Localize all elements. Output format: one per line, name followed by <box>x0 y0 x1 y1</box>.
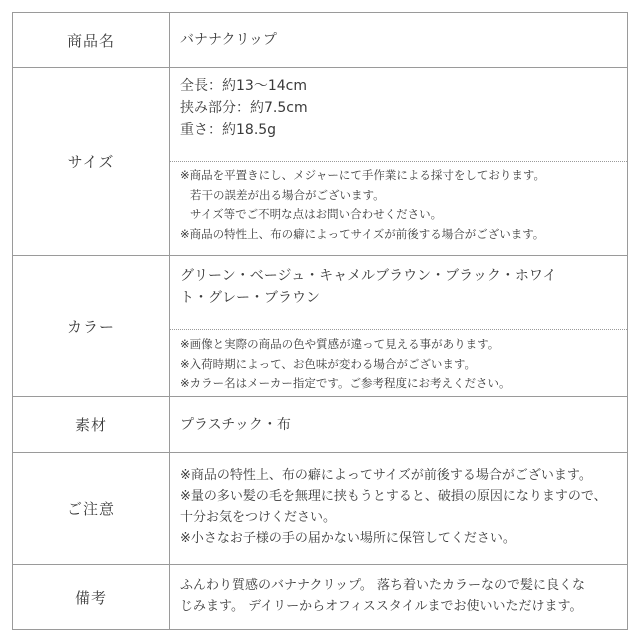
material-value: プラスチック・布 <box>180 416 291 433</box>
label-color: カラー <box>13 256 170 396</box>
row-color <box>13 256 627 397</box>
caution-line-2: ※量の多い髪の毛を無理に挟もうとすると、破損の原因になりますので、 <box>180 489 607 504</box>
caution-text <box>170 465 627 561</box>
color-note-1: ※画像と実際の商品の色や質感が違って見える事があります。 <box>180 337 500 351</box>
size-spec-weight: 重さ：約18.5g <box>180 122 277 138</box>
size-notes <box>170 161 627 255</box>
product-spec-table <box>12 12 628 630</box>
row-caution <box>13 453 627 565</box>
size-spec-length: 全長：約13〜14cm <box>180 78 307 94</box>
label-size: サイズ <box>13 68 170 255</box>
row-remarks <box>13 565 627 629</box>
caution-line-3: 十分お気をつけください。 <box>180 510 337 525</box>
remarks-line-2: じみます。 デイリーからオフィススタイルまでお使いいただけます。 <box>180 599 583 614</box>
size-note-4: ※商品の特性上、布の癖によってサイズが前後する場合がございます。 <box>180 226 545 241</box>
label-product-name: 商品名 <box>13 13 170 67</box>
caution-line-4: ※小さなお子様の手の届かない場所に保管してください。 <box>180 531 516 546</box>
product-name-value: バナナクリップ <box>180 32 277 48</box>
size-specs <box>170 75 627 157</box>
row-size <box>13 68 627 256</box>
size-note-2: 若干の誤差が出る場合がございます。 <box>190 187 385 202</box>
label-remarks: 備考 <box>13 565 170 629</box>
color-note-2: ※入荷時期によって、お色味が変わる場合がございます。 <box>180 356 476 371</box>
color-value-line-1: グリーン・ベージュ・キャメルブラウン・ブラック・ホワイ <box>180 268 557 284</box>
label-caution: ご注意 <box>13 453 170 564</box>
row-product-name <box>13 13 627 68</box>
color-value-line-2: ト・グレー・ブラウン <box>180 290 320 306</box>
row-material <box>13 397 627 453</box>
label-material: 素材 <box>13 397 170 452</box>
caution-line-1: ※商品の特性上、布の癖によってサイズが前後する場合がございます。 <box>180 468 592 483</box>
size-note-1: ※商品を平置きにし、メジャーにて手作業による採寸をしております。 <box>180 168 545 182</box>
remarks-line-1: ふんわり質感のバナナクリップ。 落ち着いたカラーなので髪に良くな <box>180 578 586 593</box>
size-note-3: サイズ等でご不明な点はお問い合わせください。 <box>190 207 443 221</box>
color-note-3: ※カラー名はメーカー指定です。ご参考程度にお考えください。 <box>180 376 511 390</box>
size-spec-clip: 挟み部分：約7.5cm <box>180 100 308 116</box>
color-values <box>170 265 627 327</box>
remarks-text <box>170 575 627 625</box>
color-notes <box>170 329 627 396</box>
